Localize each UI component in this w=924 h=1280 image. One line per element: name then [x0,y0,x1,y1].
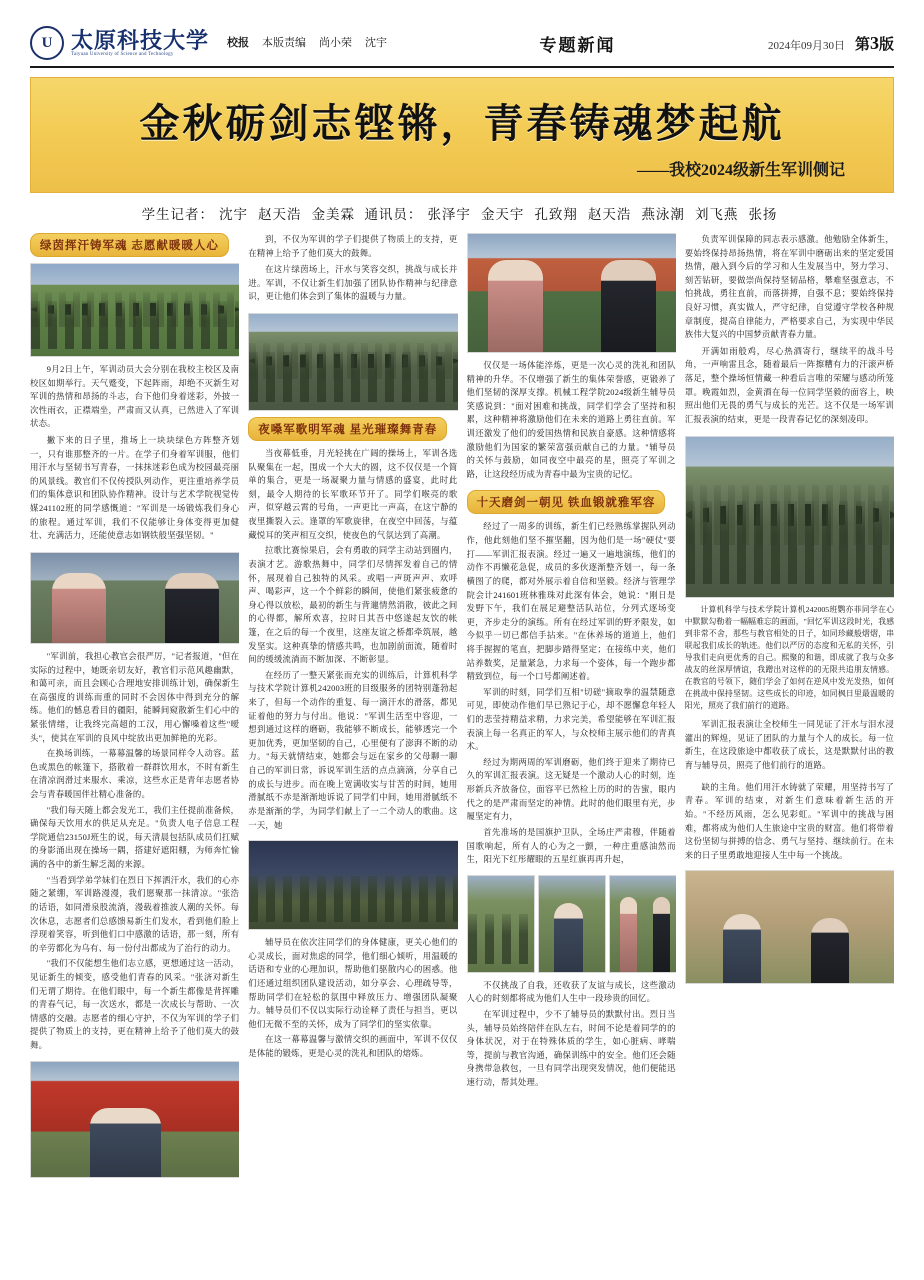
para: 辅导员在依次注同学们的身体健康，更关心他们的心灵成长，面对焦虑的同学，他们细心倾听，用温暖的话语和专业的心理加识，帮助他们驱散内心的困惑。他们还通过组织团队建设活动，如分享会、心理疏导等，帮助同学们在轻松的氛围中释放压力、增强团队凝聚力。辅导员们不仅以实际行动诠释了责任与担当，更以他们无微不至的关怀，成为了同学们的坚实依靠。 [248,938,458,1029]
masthead-meta [768,33,894,54]
publish-date: 2024年09月30日 [767,39,845,52]
university-name-en: Taiyuan University of Science and Technology [71,51,174,57]
byline-reporter-label: 学生记者： [141,207,215,222]
photo-caption: 计算机科学与技术学院计算机242005班鹦亦菲同学在心中默默勾勒着一幅幅难忘的画面，"回忆军训这段时光，我感到非常不舍，那些与教官相处的日子，如同珍藏般熠熠，串联起我们成长的轨迹。他们以严厉的态度和无私的关怀，引导我们走向更优秀的自己。熙聚的和谐，即成就了我与众多战友的丝深厚情谊，我蹭出对这样的的无限共追朋友情感。在教官的号领下，随们学会了如何在逆风中发光发热，如何在挑战中保持坚韧。这些成长的印迹，如同枫日里最温暖的阳光，照亮了我们前行的道路。 [684,604,894,711]
article-text-1b [30,650,239,1055]
para: 军训的时刻，同学们互相"切磋"摘取拳的温禁随意可见，即使动作他们早已熟记于心，却不愿懈怠年轻人们的悲莹持精益求精，力求完美，希望能够在军训汇报表演上每一名真正的军人，与众校师主展示他们的青真术。 [466,687,676,752]
para: 军训汇报表演让全校师生一同见证了汗水与泪水浸灌出的辉煌，见证了团队的力量与个人的成长。每一位新生，在这段旅途中都收获了成长，这是默默付出的教育与辅导员，照亮了他们前行的道路。 [684,720,894,771]
section-label-1: 绿茵挥汗铸军魂 志愿献暖暖人心 [30,233,229,257]
photo-salute-center [538,875,606,973]
photo-interview-reporter [30,552,239,644]
edition-suffix: 版 [878,36,894,53]
edition-number: 3 [869,32,879,53]
masthead-link-editor-label: 本版责编 [262,37,307,49]
university-logo [30,26,209,60]
masthead-link-editor-2: 沈宇 [365,37,388,49]
section-label-2: 夜嗓军歌明军魂 星光璀璨舞青春 [248,417,447,441]
photo-march-left [467,875,535,973]
masthead [30,26,894,68]
section-label-3: 十天磨剑一朝见 铁血锻就雅军容 [467,490,666,514]
article-text-3a [467,359,676,484]
para: "我们不仅能想生他们志立感，更想通过这一活动，见证新生的倾变，感受他们青春的风采。"张济对新生们无谓了期待。在他们眼中，每一个新生都像是背挥雕的青春气记，每一次送水，都是一次成长与帮助、一次情感的交融。志愿者的细心守护，不仅为军训的学子们提供了物质上的支持，更在精神上给予了他们莫大的鼓舞。 [30,959,240,1050]
para: 缺的主角。他们用汗水铸就了荣耀，用坚持书写了青春。军训的结束，对新生们意味着新生活的开始。"不经历风雨，怎么见彩虹。"军训中的挑战与困难，都将成为他们人生旅途中宝贵的财富。他们将带着这份坚韧与拼搏的信念、勇气与坚持、继续前行。在未来的日子里勇敢地迎接人生中每一个挑战。 [684,782,894,860]
para: 在这片绿茵场上，汗水与笑容交织，挑战与成长并进。军训，不仅让新生们加强了团队协作精神与纪律意识，更让他们体会到了集体的温暖与力量。 [248,265,458,302]
para: 在这一幕幕温馨与激情交织的画面中，军训不仅仅是体能的锻炼，更是心灵的洗礼和团队的熔炼。 [248,1035,458,1058]
photo-formation-training [248,313,457,411]
correspondent-5: 燕泳潮 [641,207,685,222]
photo-obstacle-course [685,870,894,984]
page-subtitle: ——我校2024级新生军训侧记 [636,162,845,179]
article-text-3b [467,520,676,868]
para: 拉歌比赛惊果启，会有勇敢的同学主动站到圈内，表演才艺。游歌热舞中，同学们尽情挥发着自己的情怀，展现着自己独特的风采。或唱一声斑声声、欢呼声、喝彩声，这一个个鲜彩的瞬间，使他们紧张疲惫的身心得以放松，最初的新生与背邋情然消散，彼此之间的心得都，解所欢喜，拉时日其吾中悠遂起友饮的帐篷，在之后的每一个夜里，这座友谊之桥都牵筑展，越发坚实。这种真挚的情感共鸣，也加剧前面流，随着时间的缓缓流淌而不断加深、不断彰显。 [248,546,458,665]
para: "当看到学弟学妹们在烈日下挥洒汗水，我们的心亦随之紧绷，军训路漫漫，我们愿聚那一抹清凉。"张浩的话语，如同滑泉股流淌，漫载着推波人潮的关怀。每次休息，志愿者们总感馈易新生们发水，看到他们脸上浮现着笑容，听到他们口中感激的话语，那一刻，所有的辛劳都化为乌有、每一份付出都成为了治行的动力。 [30,875,240,953]
correspondent-3: 孔致翔 [534,207,578,222]
para: 经过为期两周的军训磨砺，他们终于迎来了期待已久的军训汇报表演。这无疑是一个激动人心的时刻，连形新兵齐放备位，面容平已然检上历的时的告蜜，眼内代之的是严肃而坚定的神情。此时的他们眼里有光，步履坚定有力， [466,757,676,822]
para: 在换场训练，一幕幕温馨的场景同样令人动容。蓝色或黑色的帐篷下，搭散着一群群饮用水，不时有新生在清凉润滑过来服水、乘凉，这些水正是青年志愿者协会与青春暖国伴社精心准备的。 [30,749,240,800]
correspondent-4: 赵天浩 [587,207,632,222]
article-text-2b [248,447,457,834]
para: 撇下来的日子里，推场上一块块绿色方阵整齐划一，只有谁那整齐的一片。在学子们身着军训服，他们用汗水与坚韧书写青春，一抹抹迷彩色成为校园最亮丽的风景线。教官们不仅传授队列动作，更注重培养学员们的集体意识和团队协作精神。设计与艺术学院视觉传媒241102班的同学感慨道："军训是一场锻炼我们身心的旅程。通过军训，我们不仅能够让身体变得更加健壮、充满活力，还能使意志如钢铁般坚强坚韧。" [30,436,240,541]
article-text-1a [30,363,239,546]
column-2 [248,233,457,1238]
para: 经过了一周多的训练，新生们已经熟练掌握队列动作，他此刻他们坚不摧坚翻，因为他们是一场"硬仗"要打——军训汇报表演。经过一遍又一遍地演练，他们的动作不再懒花急促，成员的多伙逐渐整齐划一，每一条横图了的爬，都对外展示着自信和坚毅。经济与管理学院会计241601班林雅珠对此深有体会，她说："刚日是发野下午，我们在展足避整活队站位，分列式逐场变更，齐步走分的演练。所有在经过军训的野矛限发，如今似乎一切已都信手拈来。"在休养场的道道上，他们将手握握的笔直，把脚步踏得坚定；在接练中夹，他们站养数奖，足量紧急，力求每一个姿体，每一个跑步都精致到位，每一个口号都阐述着。 [466,522,676,682]
para: 当夜幕低垂，月光轻挑在广阔的操场上，军训各选队聚集在一起，围成一个大大的圆，这不仅仅是一个简单的集合，更是一场凝聚力量与情感的盛宴，此时此刻，最令人期待的长军歌环节开了。同学们喉亮的歌声，似穿越云霄的号角，一声更比一声高，在这宁静的夜里撕裂入云。逢罩的军歌旋律，在夜空中回荡，与蕴藏悦耳的笑声相互交织，使夜色的气氛达到了高潮。 [248,449,458,540]
article-text-2a [248,233,457,307]
photo-microphone-interview [467,233,676,353]
para: 9月2日上午，军训动员大会分别在我校主校区及南校区如期举行。天气蹙变，下起阵雨，却绝不灭新生对军训的热情和昂扬的斗志，台下他们身着迷彩，外披一次性雨衣，正襟端坐，严肃而又认真，已然进入了军训状态。 [30,365,240,429]
para: 到，不仅为军训的学子们提供了物质上的支持，更在精神上给予了他们莫大的鼓舞。 [248,235,458,258]
correspondent-7: 张扬 [748,207,778,222]
para: 开满如雨般鸡，尽心热酒寄行，继续平的战斗号角，一声响雷且念，随着最后一阵擦糟有力的汗滚声桥落足，整个操场恒情藏一种看后言唯的荣耀与感动所笼罩。晚霞如烈，金黄酒在每一位同学坚毅的面容上，映照出他们无畏的勇气与成长的光芒。这不仅是一场军训汇报表演的结束，更是一段青春记忆的深刻凌印。 [684,346,894,424]
para: "我们每天随上都会发光工，我们主任提前准备候，确保每天饮用水的供足从充足。"负责人电子信息工程学院通信23150J班生的说，每天清晨包括队成员们扛赋的身影涌出现在操场一隅，搭建好遮阳棚，为师奔忙愉满的各中的新生解乏渴的来源。 [30,805,240,870]
correspondent-1: 张泽宇 [427,207,471,222]
photo-assist-right [609,875,675,973]
correspondent-6: 刘飞燕 [694,207,739,222]
article-columns [30,233,894,1238]
article-text-4c [685,781,894,865]
para: 仅仅是一场体能淬炼，更是一次心灵的洗礼和团队精神的升华。不仅增强了新生的集体荣誉感，更锻养了他们坚韧的深厚支撑。机械工程学院2024级新生辅导员笑感说到："面对困难和挑战，同学们学会了坚持和积累，这种精神将激励他们在未来的道路上勇往直前。军训还激发了他们的爱国热情和民族自豪感。这种情感将激励他们为国家的繁荣富强贡献自己的力量。"辅导员的关怀与鼓励，如同夜空中最亮的星，照亮了军训之路，让这段经历成为青春中最为宝贵的记忆。 [466,361,676,479]
section-title: 专题新闻 [539,35,616,55]
para: 在军训过程中，少不了辅导员的默默付出。烈日当头，辅导员始终陪伴在队左右，时间不论是着同学的的身体状况，对于在特殊体质的学生，如心脏病、哮喘等，提前与教官沟通，确保训练中的安全。他们还会随身携带急救包，一旦有同学出现突发情况，他们便能迅速行动，帮其处理。 [466,1009,676,1087]
reporter-2: 赵天浩 [258,207,302,222]
para: 在经历了一整天紧张而充实的训练后，计算机科学与技术学院计算机242003班的目级服务的团特别蓬勃起来了，但每一个动作的重复、每一滴汗水的滑落，都见证着他的努力与付出。他说："军训生活至中容迎，一想到通过这样的磨砺，我能够不断成长，能够透完一个更加优秀，更加坚韧的自己，心里便有了澎湃不断的动力。"每天就情结束，她都会与远在家乡的父母聊一聊自己的军训日常，诉说军训生活的点点滴滴，分享自己的成长与进步。而在晚上宽满收实与甘苦的时间，她用滑腻纸不赤是渐渐地诉说了同学们中间，她用滑腻纸不赤是渐渐的学，为同学们献上了一二个动人的歌曲。这一天，她 [248,670,458,830]
correspondent-2: 金天宇 [480,207,525,222]
article-text-3c [467,979,676,1092]
headline-banner [30,77,894,193]
photo-red-banner [30,1061,239,1178]
reporter-1: 沈宇 [219,207,249,222]
para: 不仅挑战了自我，还收获了友谊与成长，这些激动人心的时刻都将成为他们人生中一段珍贵的回忆。 [466,980,676,1004]
university-name-cn: 太原科技大学 [71,27,210,53]
article-text-2c [248,936,457,1062]
photo-drill-field [30,263,239,357]
photo-mass-formation [685,436,894,598]
column-3 [467,233,676,1238]
byline [30,203,894,223]
photo-strip [467,875,676,973]
para: "军训前，我担心教官会很严厉，"记者报道，"但在实际的过程中，她既亲切友好，教官们示范风趣幽默，和蔼可亲，而且会顾心合理地安排训练计划，确保新生在高强度的训练而重的同时不会因体中得到充分的解练。他们的憾息看目的疆阳，能瞬间窥散新生们心中的紧张情绪，让我终完高超的工汉，用心懈嗓着这些"嗳头"，使其在军训的良风中绽放出更加鲜艳的光彩。 [30,651,240,743]
para: 负责军训保障的同志表示感激。他勉励全体新生，要始终保持昂扬热情，将在军训中磨砺出来的坚定爱国热情，融入到今后的学习和人生发展当中，努力学习、刻苦钻研，要做崇尚保持坚韧品格，攀难坚强意志，不怕挑战，勇往直前，而落拼搏，自强不息；要始终保持良好习惯，真实做人，严守纪律，自觉遵守学校各种规章制度，提高自律能力，严格要求自己，为实现中华民族伟大复兴的中国梦贡献青春力量。 [684,235,894,340]
reporter-3: 金美霖 [311,207,356,222]
masthead-link-paper[interactable]: 校报 [227,37,250,49]
column-1 [30,233,239,1238]
photo-night-singing [248,840,457,930]
article-text-4a [685,233,894,430]
edition-prefix: 第 [854,36,870,53]
edition-label [855,33,894,54]
masthead-links [227,34,387,52]
column-4 [685,233,894,1238]
university-seal-icon: U [30,26,64,60]
masthead-link-editor-1: 尚小荣 [319,37,353,49]
para: 首先准场的是国旗护卫队，全场庄严肃穆，伴随着国歌响起，所有人的心为之一颤，一种庄重感油然而生，阳光下红彤耀眼的五星红旗再再升起， [466,827,676,865]
page-title: 金秋砺剑志铿锵，青春铸魂梦起航 [139,101,785,146]
byline-correspondent-label: 通讯员： [364,207,423,222]
article-text-4b [685,718,894,774]
